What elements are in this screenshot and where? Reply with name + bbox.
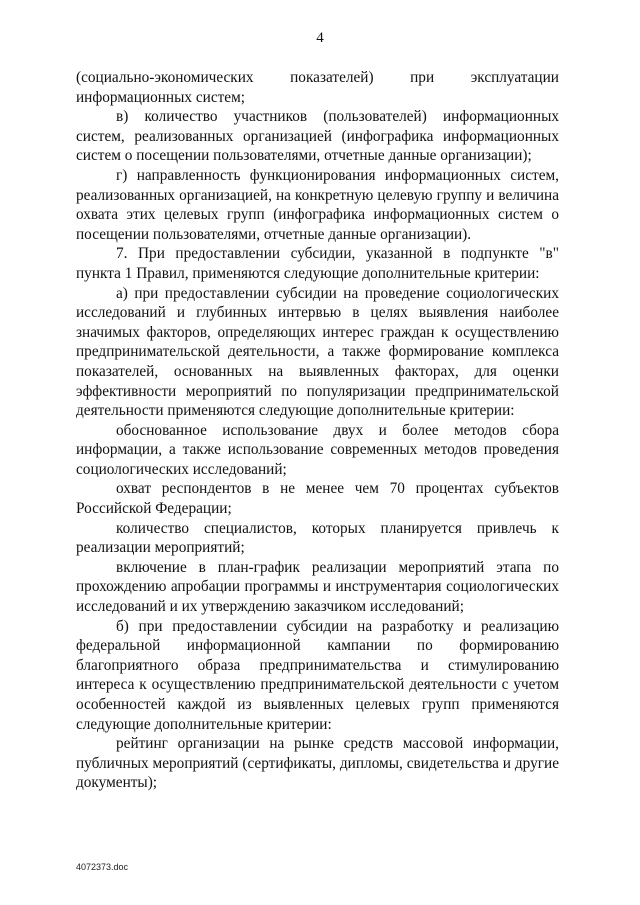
paragraph: рейтинг организации на рынке средств массовой информации, публичных мероприятий (сертификаты, дипломы, свидетельства и другие документы);	[76, 735, 559, 792]
paragraph: 7. При предоставлении субсидии, указанной в подпункте "в" пункта 1 Правил, применяются следующие дополнительные критерии:	[76, 245, 559, 282]
paragraph: г) направленность функционирования информационных систем, реализованных организацией, на конкретную целевую группу и величина охвата этих целевых групп (инфографика информационных систем о посещении пользователями, отчетные данные организации).	[76, 166, 559, 243]
paragraph: охват респондентов в не менее чем 70 процентах субъектов Российской Федерации;	[76, 480, 559, 518]
page-number: 4	[316, 30, 324, 46]
paragraph: в) количество участников (пользователей) информационных систем, реализованных организацией (инфографика информационных систем о посещении пользователями, отчетные данные организации);	[76, 108, 559, 165]
paragraph: количество специалистов, которых планируется привлечь к реализации мероприятий;	[76, 519, 559, 557]
document-body	[76, 68, 559, 793]
document-footer-filename: 4072373.doc	[76, 862, 129, 872]
paragraph: а) при предоставлении субсидии на проведение социологических исследований и глубинных интервью в целях выявления наиболее значимых факторов, определяющих интерес граждан к осуществлению предпринимательской деятельности, а также формирование комплекса показателей, основанных на выявленных факторах, для оценки эффективности мероприятий по популяризации предпринимательской деятельности применяются следующие дополнительные критерии:	[76, 284, 559, 420]
paragraph: обоснованное использование двух и более методов сбора информации, а также использование современных методов проведения социологических исследований;	[76, 421, 559, 478]
paragraph: б) при предоставлении субсидии на разработку и реализацию федеральной информационной кампании по формированию благоприятного образа предпринимательства и стимулированию интереса к осуществлению предпринимательской деятельности с учетом особенностей каждой из выявленных целевых групп применяются следующие дополнительные критерии:	[76, 617, 559, 733]
paragraph: (социально-экономических показателей) при эксплуатации информационных систем;	[76, 69, 559, 106]
paragraph: включение в план-график реализации мероприятий этапа по прохождению апробации программы и инструментария социологических исследований и их утверждению заказчиком исследований;	[76, 558, 559, 616]
